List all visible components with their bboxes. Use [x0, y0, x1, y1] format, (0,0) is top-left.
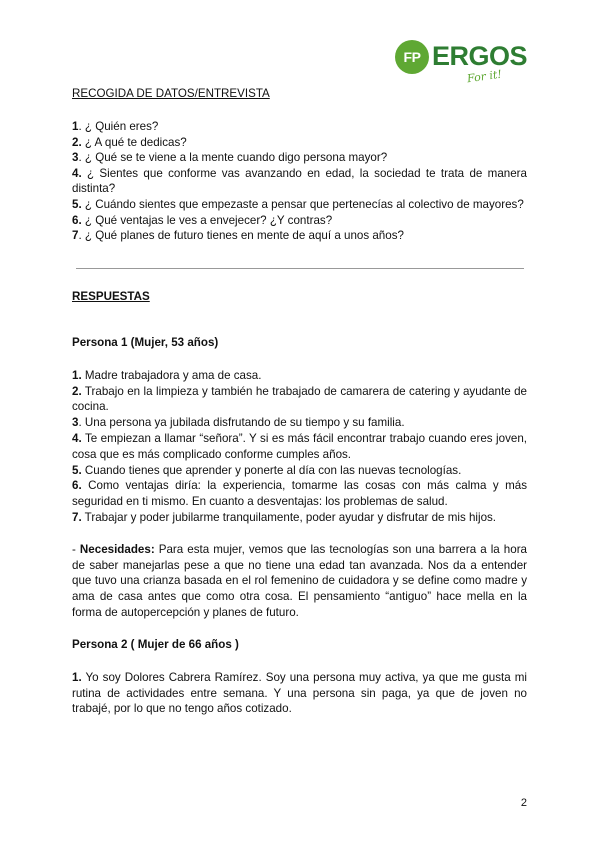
- person-1-answer-2: 2. Trabajo en la limpieza y también he trabajado de camarera de catering y ayudante de cocina.: [72, 384, 527, 414]
- person-2-title: Persona 2 ( Mujer de 66 años ): [72, 637, 239, 651]
- logo-tagline: For it!: [466, 67, 503, 86]
- person-1-answer-3: 3. Una persona ya jubilada disfrutando de su tiempo y su familia.: [72, 416, 405, 430]
- ergos-logo: [395, 36, 530, 86]
- section-divider: [76, 268, 524, 269]
- question-5: 5. ¿ Cuándo sientes que empezaste a pensar que pertenecías al colectivo de mayores?: [72, 197, 524, 211]
- fp-badge-icon: FP: [395, 40, 429, 74]
- interview-heading: RECOGIDA DE DATOS/ENTREVISTA: [72, 87, 270, 100]
- question-list: [72, 119, 527, 244]
- question-7: 7. ¿ Qué planes de futuro tienes en mente de aquí a unos años?: [72, 229, 404, 243]
- person-1-answer-4: 4. Te empiezan a llamar “señora”. Y si es más fácil encontrar trabajo cuando eres joven, cosa que es más complicado conforme cumples años.: [72, 431, 527, 461]
- page-number: 2: [520, 797, 527, 809]
- person-2-answers: [72, 670, 527, 717]
- person-1-title: Persona 1 (Mujer, 53 años): [72, 335, 219, 349]
- person-1-answer-1: 1. Madre trabajadora y ama de casa.: [72, 368, 262, 382]
- responses-heading: RESPUESTAS: [72, 289, 150, 303]
- needs-label: Necesidades:: [79, 542, 155, 556]
- question-1: 1. ¿ Quién eres?: [72, 120, 159, 133]
- question-3: 3. ¿ Qué se te viene a la mente cuando digo persona mayor?: [72, 151, 388, 165]
- person-1-answers: [72, 368, 527, 526]
- person-2-answer-1: 1. Yo soy Dolores Cabrera Ramírez. Soy una persona muy activa, ya que me gusta mi rutina de actividades entre semana. Y una persona sin paga, ya que de joven no trabajé, por lo que no tengo años cotizado.: [72, 670, 527, 716]
- person-1-answer-7: 7. Trabajar y poder jubilarme tranquilamente, poder ayudar y disfrutar de mis hijos.: [72, 510, 497, 524]
- logo-wordmark: ERGOS: [432, 41, 528, 71]
- question-4: 4. ¿ Sientes que conforme vas avanzando en edad, la sociedad te trata de manera distinta?: [72, 166, 527, 196]
- document-body: [72, 86, 527, 717]
- person-1-needs: - Necesidades: Para esta mujer, vemos que las tecnologías son una barrera a la hora de saber manejarlas pese a que no tiene una edad tan avanzada. Nos da a entender que tuvo una crianza basada en el rol femenino de cuidadora y se define como madre y ama de casa antes que como otra cosa. El pensamiento “antiguo” hace mella en la forma de autopercepción y planes de futuro.: [72, 542, 527, 619]
- person-1-answer-5: 5. Cuando tienes que aprender y ponerte al día con las nuevas tecnologías.: [72, 463, 462, 477]
- person-1-answer-6: 6. Como ventajas diría: la experiencia, tomarme las cosas con más calma y más seguridad en ti mismo. En cuanto a desventajas: los problemas de salud.: [72, 479, 527, 509]
- question-2: 2. ¿ A qué te dedicas?: [72, 135, 187, 149]
- question-6: 6. ¿ Qué ventajas le ves a envejecer? ¿Y contras?: [72, 213, 333, 227]
